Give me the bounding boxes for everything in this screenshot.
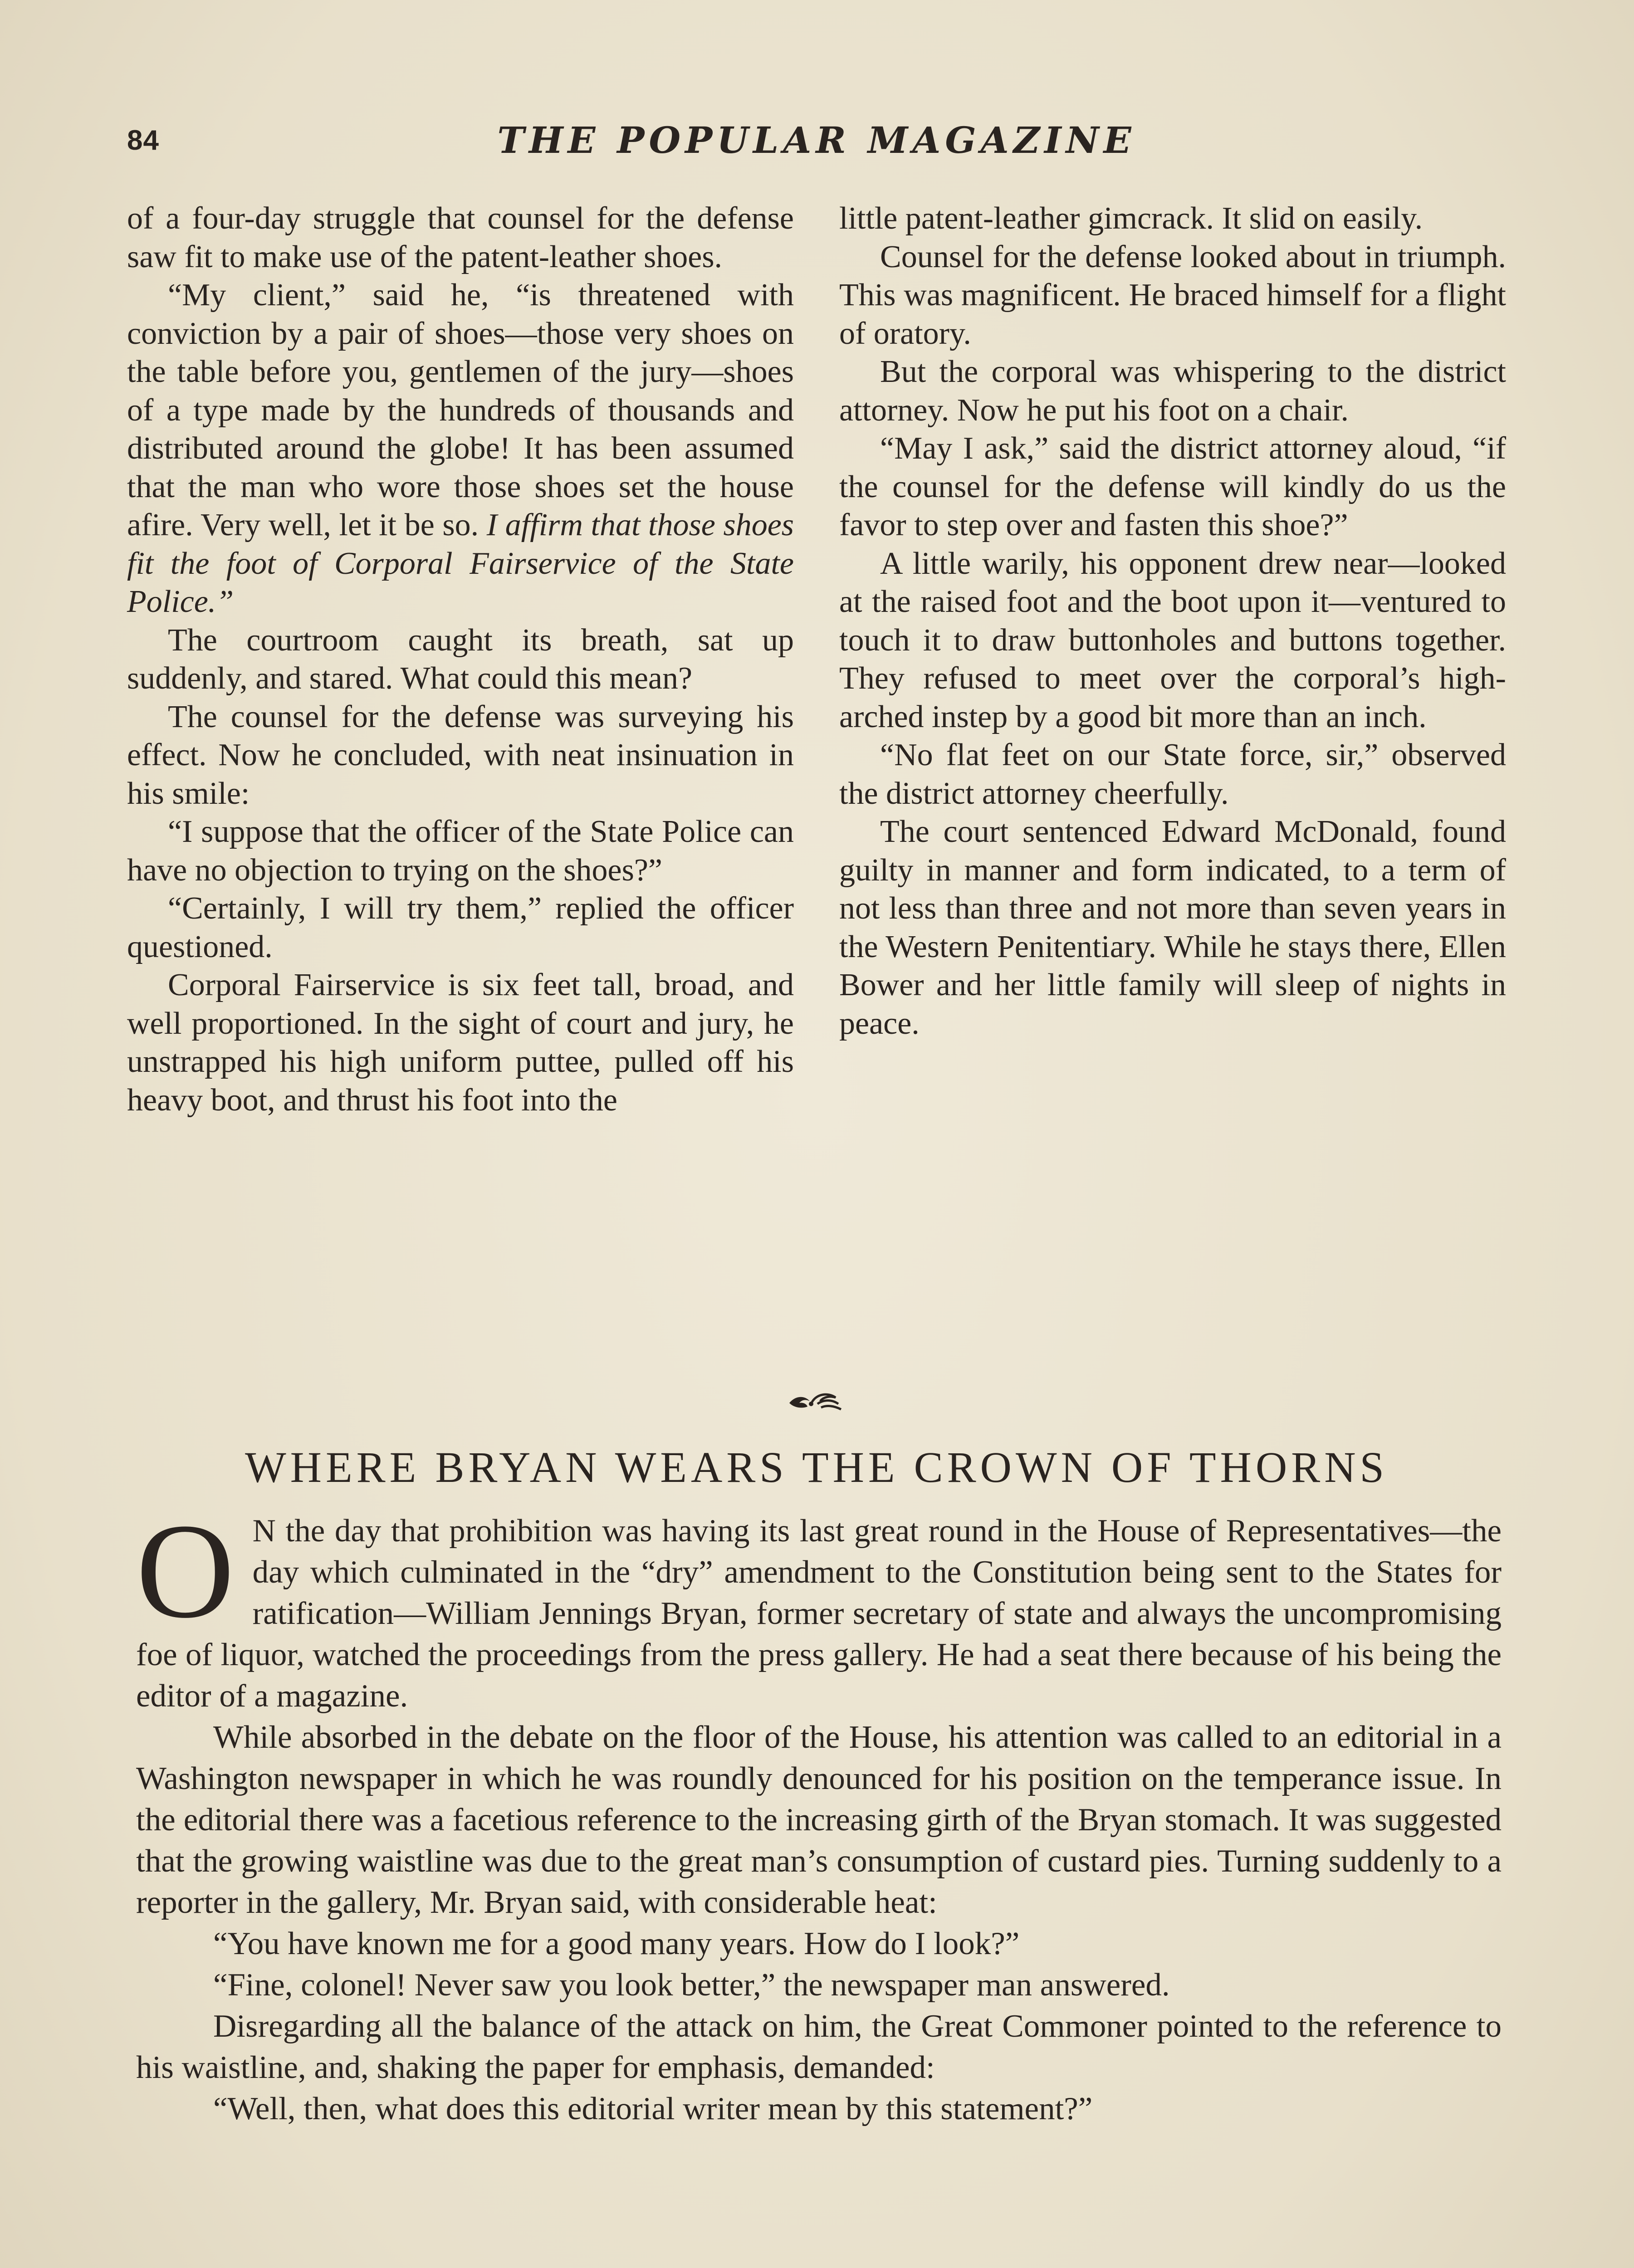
paragraph: “I suppose that the officer of the State Police can have no objection to trying on the shoes?” xyxy=(127,814,794,888)
left-column xyxy=(127,200,794,1119)
fleuron-icon xyxy=(785,1386,848,1418)
paragraph: The court sentenced Edward McDonald, found guilty in manner and form indicated, to a term of not less than three and not more than seven years in the Western Penitentiary. While he stays there, Ellen Bower and her little family will sleep of nights in peace. xyxy=(839,814,1506,1041)
paragraph: “Fine, colonel! Never saw you look better,” the newspaper man answered. xyxy=(213,1967,1170,2003)
paragraph: The counsel for the defense was surveying his effect. Now he concluded, with neat insinuation in his smile: xyxy=(127,699,794,811)
article-title: WHERE BRYAN WEARS THE CROWN OF THORNS xyxy=(245,1443,1388,1491)
paragraph: The courtroom caught its breath, sat up suddenly, and stared. What could this mean? xyxy=(127,622,794,696)
italic-text: I affirm that those shoes fit the foot of Corporal Fairservice of the State Police.” xyxy=(127,508,794,619)
paragraph: “You have known me for a good many years. How do I look?” xyxy=(213,1926,1020,1961)
paragraph: Disregarding all the balance of the attack on him, the Great Commoner pointed to the reference to his waistline, and, shaking the paper for emphasis, demanded: xyxy=(136,2009,1502,2085)
paragraph: of a four-day struggle that counsel for the defense saw fit to make use of the patent-leather shoes. xyxy=(127,201,794,274)
page-number: 84 xyxy=(127,125,159,156)
article-body xyxy=(136,1496,1502,2130)
first-paragraph xyxy=(136,1496,1502,1717)
page-header xyxy=(127,119,1506,169)
paragraph-text: “My client,” said he, “is threatened with conviction by a pair of shoes—those very shoes on the table before you, gentlemen of the jury—shoes of a type made by the hundreds of thousands and distributed around the globe! It has been assumed that the man who wore those shoes set the house afire. Very well, let it be so. xyxy=(127,278,794,543)
paragraph: “May I ask,” said the district attorney aloud, “if the counsel for the defense will kindly do us the favor to step over and fasten this shoe?” xyxy=(839,431,1506,543)
paragraph: Corporal Fairservice is six feet tall, broad, and well proportioned. In the sight of court and jury, he unstrapped his high uniform puttee, pulled off his heavy boot, and thrust his foot into the xyxy=(127,968,794,1118)
paragraph: “No flat feet on our State force, sir,” observed the district attorney cheerfully. xyxy=(839,738,1506,811)
paragraph: A little warily, his opponent drew near—looked at the raised foot and the boot upon it—ventured to touch it to draw buttonholes and buttons together. They refused to meet over the corporal’s high-arched instep by a good bit more than an inch. xyxy=(839,546,1506,734)
paragraph-text: N the day that prohibition was having its last great round in the House of Representatives—the day which culminated in the “dry” amendment to the Constitution being sent to the States for ratification—William Jennings Bryan, former secretary of state and always the uncompromising foe of liquor, watched the proceedings from the press gallery. He had a seat there because of his being the editor of a magazine. xyxy=(136,1513,1502,1714)
paragraph: “Certainly, I will try them,” replied the officer questioned. xyxy=(127,891,794,964)
paragraph: But the corporal was whispering to the district attorney. Now he put his foot on a chair. xyxy=(839,354,1506,428)
story-columns xyxy=(127,200,1506,1365)
paragraph xyxy=(127,276,794,621)
running-head: THE POPULAR MAGAZINE xyxy=(497,119,1136,161)
paragraph: “Well, then, what does this editorial writer mean by this statement?” xyxy=(213,2091,1093,2126)
paragraph: While absorbed in the debate on the floor of the House, his attention was called to an editorial in a Washington newspaper in which he was roundly denounced for his position on the temperance issue. In the editorial there was a facetious reference to the increasing girth of the Bryan stomach. It was suggested that the growing waistline was due to the great man’s consumption of custard pies. Turning suddenly to a reporter in the gallery, Mr. Bryan said, with considerable heat: xyxy=(136,1720,1502,1920)
paragraph: Counsel for the defense looked about in triumph. This was magnificent. He braced himself for a flight of oratory. xyxy=(839,239,1506,351)
drop-cap: O xyxy=(136,1496,235,1646)
right-column xyxy=(839,200,1506,1043)
paragraph: little patent-leather gimcrack. It slid on easily. xyxy=(839,201,1423,236)
